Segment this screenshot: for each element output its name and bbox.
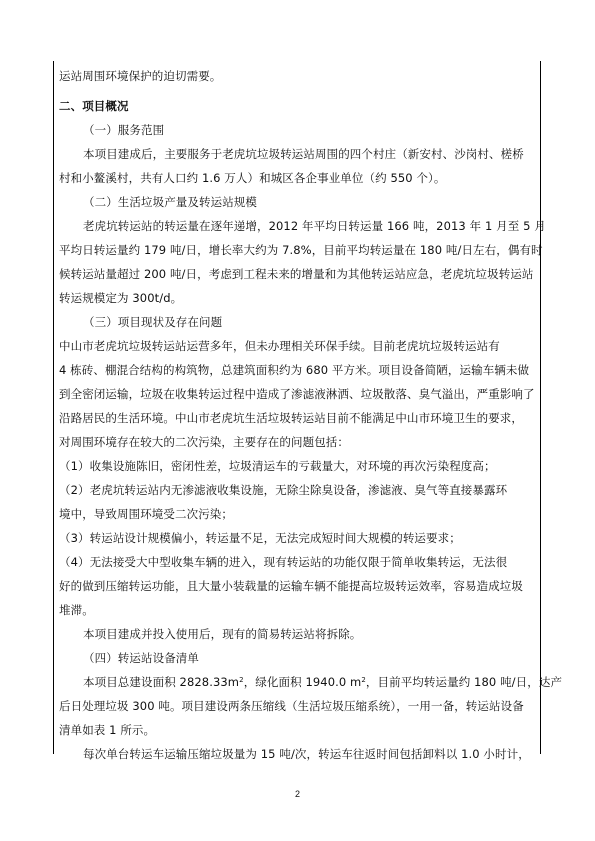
- subsection-heading: （四）转运站设备清单: [83, 651, 199, 665]
- text-line: 好的做到压缩转运功能，且大量小装载量的运输车辆不能提高垃圾转运效率，容易造成垃圾: [59, 579, 523, 593]
- text-segment: ，绿化面积 1940.0 m: [243, 675, 362, 689]
- text-line: 村和小鳌溪村，共有人口约 1.6 万人）和城区各企事业单位（约 550 个）。: [59, 171, 446, 185]
- text-line: 4 栋砖、棚混合结构的构筑物，总建筑面积约为 680 平方米。项目设备简陋，运输车辆未做: [59, 363, 530, 377]
- section-heading: 二、项目概况: [59, 99, 129, 113]
- page-number: 2: [294, 789, 300, 799]
- text-line: 境中，导致周围环境受二次污染；: [59, 507, 233, 521]
- text-segment: 本项目总建设面积 2828.33m: [83, 675, 240, 689]
- text-line: 转运规模定为 300t/d。: [59, 291, 183, 305]
- list-item: （4）无法接受大中型收集车辆的进入，现有转运站的功能仅限于简单收集转运，无法很: [59, 555, 508, 569]
- text-line: 平均日转运量约 179 吨/日，增长率大约为 7.8%，目前平均转运量在 180 吨/日左右，偶有时: [59, 243, 543, 257]
- subsection-heading: （一）服务范围: [83, 123, 165, 137]
- text-line: 老虎坑转运站的转运量在逐年递增，2012 年平均日转运量 166 吨，2013 年 1 月至 5 月: [83, 219, 546, 233]
- text-line: 到全密闭运输，垃圾在收集转运过程中造成了渗滤液淋洒、垃圾散落、臭气溢出，严重影响了: [59, 387, 535, 401]
- text-line: 候转运站量超过 200 吨/日，考虑到工程未来的增量和为其他转运站应急，老虎坑垃圾转运站: [59, 267, 534, 281]
- text-line: 堆滞。: [59, 603, 94, 617]
- list-item: （1）收集设施陈旧，密闭性差，垃圾清运车的亏载量大，对环境的再次污染程度高；: [59, 459, 496, 473]
- text-line: 本项目建成后，主要服务于老虎坑垃圾转运站周围的四个村庄（新安村、沙岗村、槎桥: [83, 147, 524, 161]
- subsection-heading: （三）项目现状及存在问题: [83, 315, 223, 329]
- text-line: 后日处理垃圾 300 吨。项目建设两条压缩线（生活垃圾压缩系统），一用一备，转运站设备: [59, 699, 524, 713]
- text-line: 清单如表 1 所示。: [59, 723, 156, 737]
- list-item: （2）老虎坑转运站内无渗滤液收集设施，无除尘除臭设备，渗滤液、臭气等直接暴露环: [59, 483, 508, 497]
- text-line: 每次单台转运车运输压缩垃圾量为 15 吨/次，转运车往返时间包括卸料以 1.0 小时计，: [83, 747, 530, 761]
- list-item: （3）转运站设计规模偏小，转运量不足，无法完成短时间大规模的转运要求；: [59, 531, 461, 545]
- text-line: 运站周围环境保护的迫切需要。: [59, 69, 222, 83]
- text-line: 中山市老虎坑垃圾转运站运营多年，但未办理相关环保手续。目前老虎坑垃圾转运站有: [59, 339, 500, 353]
- text-line: 对周围环境存在较大的二次污染，主要存在的问题包括：: [59, 435, 349, 449]
- text-line: 沿路居民的生活环境。中山市老虎坑生活垃圾转运站目前不能满足中山市环境卫生的要求，: [59, 411, 523, 425]
- text-line: [83, 675, 562, 689]
- text-segment: ，目前平均转运量约 180 吨/日，达产: [365, 675, 563, 689]
- superscript: 2: [361, 676, 366, 684]
- superscript: 2: [239, 676, 244, 684]
- subsection-heading: （二）生活垃圾产量及转运站规模: [83, 195, 257, 209]
- text-line: 本项目建成并投入使用后，现有的简易转运站将拆除。: [83, 627, 362, 641]
